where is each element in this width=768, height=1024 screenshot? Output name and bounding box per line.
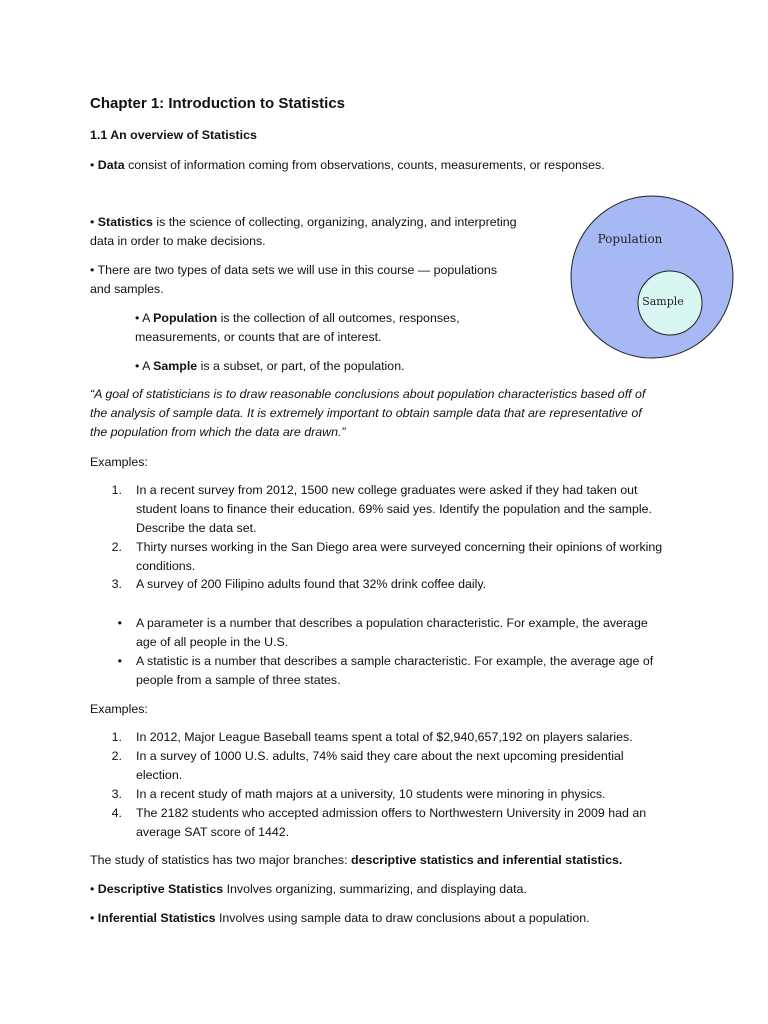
- list-item-text: Describe the data set.: [136, 521, 257, 535]
- definition-text: is the science of collecting, organizing, analyzing, and interpreting: [152, 215, 517, 229]
- bullet: •: [90, 158, 95, 172]
- definition-text: is a subset, or part, of the population.: [197, 359, 405, 373]
- examples-heading: Examples:: [90, 702, 148, 716]
- inferential-definition: [90, 909, 590, 928]
- quote-line1: “A goal of statisticians is to draw reasonable conclusions about population characteristics based off of: [90, 387, 646, 401]
- list-item-text: student loans to finance their education. 69% said yes. Identify the population and the sample.: [136, 502, 652, 516]
- statistic-definition-line2: people from a sample of three states.: [136, 673, 341, 687]
- definition-text: consist of information coming from observations, counts, measurements, or responses.: [124, 158, 605, 172]
- list-number: 2.: [111, 749, 122, 763]
- definition-text: is the collection of all outcomes, responses,: [217, 311, 460, 325]
- term-sample: Sample: [153, 359, 198, 373]
- data-definition: [90, 156, 605, 175]
- quote-line3: the population from which the data are drawn.”: [90, 425, 346, 439]
- term-data: Data: [97, 158, 125, 172]
- branches-bold: descriptive statistics and inferential statistics.: [351, 853, 623, 867]
- list-item-text: Thirty nurses working in the San Diego area were surveyed concerning their opinions of working: [136, 540, 663, 554]
- sample-label: Sample: [642, 295, 684, 308]
- list-number: 4.: [111, 806, 122, 820]
- two-types-line1: • There are two types of data sets we will use in this course — populations: [90, 263, 498, 277]
- branches-statement: [90, 851, 622, 870]
- list-number: 1.: [111, 730, 122, 744]
- list-number: 3.: [111, 787, 122, 801]
- term-population: Population: [153, 311, 218, 325]
- term-statistics: Statistics: [97, 215, 153, 229]
- list-item-text: In 2012, Major League Baseball teams spent a total of $2,940,657,192 on players salaries.: [136, 730, 633, 744]
- list-item-text: A survey of 200 Filipino adults found that 32% drink coffee daily.: [136, 577, 487, 591]
- list-item-text: election.: [136, 768, 183, 782]
- list-item-text: conditions.: [136, 559, 196, 573]
- branches-text: The study of statistics has two major branches:: [90, 853, 352, 867]
- definition-text: Involves using sample data to draw conclusions about a population.: [215, 911, 590, 925]
- statistic-definition: A statistic is a number that describes a sample characteristic. For example, the average age of: [136, 654, 654, 668]
- quote-line2: the analysis of sample data. It is extremely important to obtain sample data that are representative of: [90, 406, 642, 420]
- bullet: •: [90, 215, 95, 229]
- list-number: 3.: [111, 577, 122, 591]
- list-item-text: In a recent study of math majors at a university, 10 students were minoring in physics.: [136, 787, 606, 801]
- prefix: • A: [135, 311, 154, 325]
- statistics-definition-line2: data in order to make decisions.: [90, 234, 266, 248]
- bullet: •: [117, 616, 122, 630]
- definition-text: Involves organizing, summarizing, and displaying data.: [223, 882, 527, 896]
- examples-heading: Examples:: [90, 455, 148, 469]
- chapter-title: Chapter 1: Introduction to Statistics: [90, 95, 346, 112]
- list-number: 2.: [111, 540, 122, 554]
- list-item-text: In a survey of 1000 U.S. adults, 74% said they care about the next upcoming presidential: [136, 749, 624, 763]
- term-descriptive: Descriptive Statistics: [97, 882, 224, 896]
- term-inferential: Inferential Statistics: [97, 911, 216, 925]
- prefix: •: [90, 911, 98, 925]
- sample-definition: [135, 357, 405, 376]
- population-label: Population: [597, 232, 663, 246]
- population-definition: [135, 309, 460, 328]
- parameter-definition: A parameter is a number that describes a population characteristic. For example, the average: [136, 616, 648, 630]
- list-item-text: In a recent survey from 2012, 1500 new college graduates were asked if they had taken out: [136, 483, 638, 497]
- list-item-text: The 2182 students who accepted admission offers to Northwestern University in 2009 had an: [136, 806, 647, 820]
- descriptive-definition: [90, 880, 527, 899]
- population-sample-diagram: [562, 194, 742, 360]
- two-types-line2: and samples.: [90, 282, 164, 296]
- list-number: 1.: [111, 483, 122, 497]
- section-heading: 1.1 An overview of Statistics: [90, 128, 257, 142]
- bullet: •: [117, 654, 122, 668]
- prefix: •: [90, 882, 98, 896]
- population-definition-line2: measurements, or counts that are of interest.: [135, 330, 382, 344]
- list-item-text: average SAT score of 1442.: [136, 825, 290, 839]
- prefix: • A: [135, 359, 154, 373]
- parameter-definition-line2: age of all people in the U.S.: [136, 635, 289, 649]
- statistics-definition: [90, 213, 517, 232]
